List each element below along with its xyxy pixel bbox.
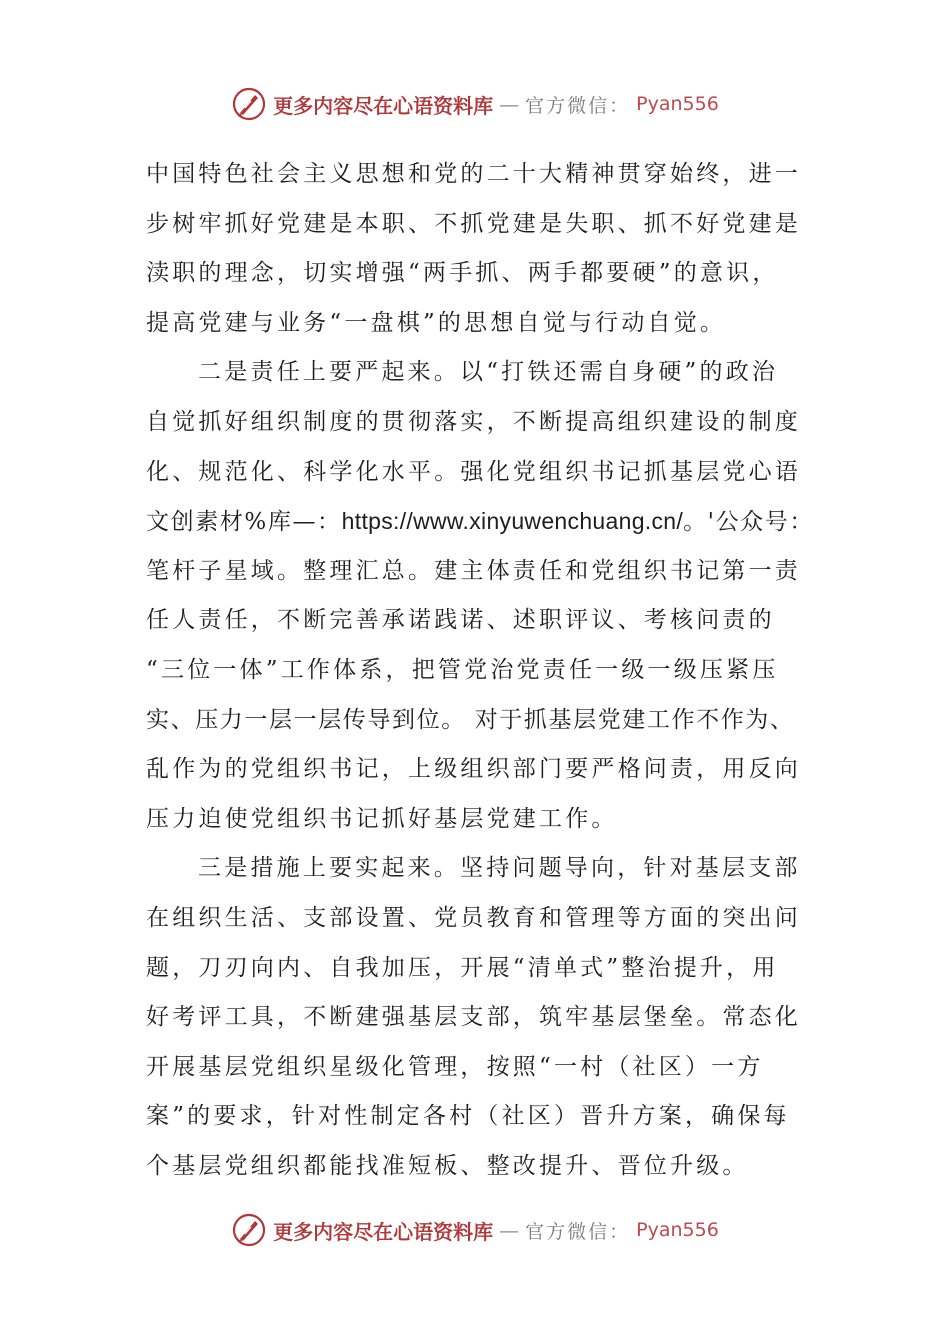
header-banner — [0, 84, 950, 124]
quill-pen-logo-icon — [231, 1212, 267, 1248]
text-fragment: 文创素材%库—： — [146, 509, 342, 536]
text-line: “三位一体”工作体系，把管党治党责任一级一级压紧压 — [146, 656, 779, 683]
text-line: 中国特色社会主义思想和党的二十大精神贯穿始终，进一 — [146, 161, 801, 187]
footer-brand-text: 更多内容尽在心语资料库 — [273, 1219, 494, 1244]
text-line: 在组织生活、支部设置、党员教育和管理等方面的突出问 — [146, 904, 801, 931]
text-line: 提高党建与业务“一盘棋”的思想自觉与行动自觉。 — [146, 309, 727, 336]
text-line-with-url — [146, 497, 814, 547]
text-line: 实、压力一层一层传导到位。 对于抓基层党建工作不作为、 — [146, 706, 795, 733]
text-line: 任人责任，不断完善承诺践诺、述职评议、考核问责的 — [146, 607, 775, 634]
footer-banner — [0, 1210, 950, 1250]
quill-pen-logo-icon — [231, 86, 267, 122]
footer-wechat-id: Pyan556 — [636, 1219, 719, 1241]
text-line: 好考评工具，不断建强基层支部，筑牢基层堡垒。常态化 — [146, 1004, 801, 1031]
header-brand-text: 更多内容尽在心语资料库 — [273, 93, 494, 118]
text-line: 案”的要求，针对性制定各村（社区）晋升方案，确保每 — [146, 1103, 790, 1130]
text-line: 乱作为的党组织书记，上级组织部门要严格问责，用反向 — [146, 756, 801, 783]
text-line: 开展基层党组织星级化管理，按照“一村（社区）一方 — [146, 1053, 764, 1080]
text-line: 压力迫使党组织书记抓好基层党建工作。 — [146, 805, 618, 832]
text-line: 题，刀刃向内、自我加压，开展“清单式”整治提升，用 — [146, 954, 779, 981]
text-line: 个基层党组织都能找准短板、整改提升、晋位升级。 — [146, 1152, 749, 1179]
text-line: 自觉抓好组织制度的贯彻落实，不断提高组织建设的制度 — [146, 408, 801, 435]
header-wechat-id: Pyan556 — [636, 93, 719, 115]
header-official-label: 官方微信： — [525, 94, 631, 117]
header-dash: — — [499, 92, 520, 116]
text-line: 笔杆子星域。整理汇总。建主体责任和党组织书记第一责 — [146, 557, 801, 584]
text-line: 化、规范化、科学化水平。强化党组织书记抓基层党心语 — [146, 458, 801, 485]
document-body — [146, 150, 814, 1191]
text-line: 步树牢抓好党建是本职、不抓党建是失职、抓不好党建是 — [146, 210, 801, 237]
text-fragment: 。'公众号： — [683, 509, 814, 536]
footer-official-label: 官方微信： — [525, 1220, 631, 1243]
text-line: 渎职的理念，切实增强“两手抓、两手都要硬”的意识， — [146, 260, 779, 287]
paragraph-start-line: 三是措施上要实起来。坚持问题导向，针对基层支部 — [198, 855, 801, 882]
url-text: https://www.xinyuwenchuang.cn/ — [341, 508, 684, 535]
footer-dash: — — [499, 1218, 520, 1242]
paragraph-start-line: 二是责任上要严起来。以“打铁还需自身硬”的政治 — [198, 359, 779, 386]
